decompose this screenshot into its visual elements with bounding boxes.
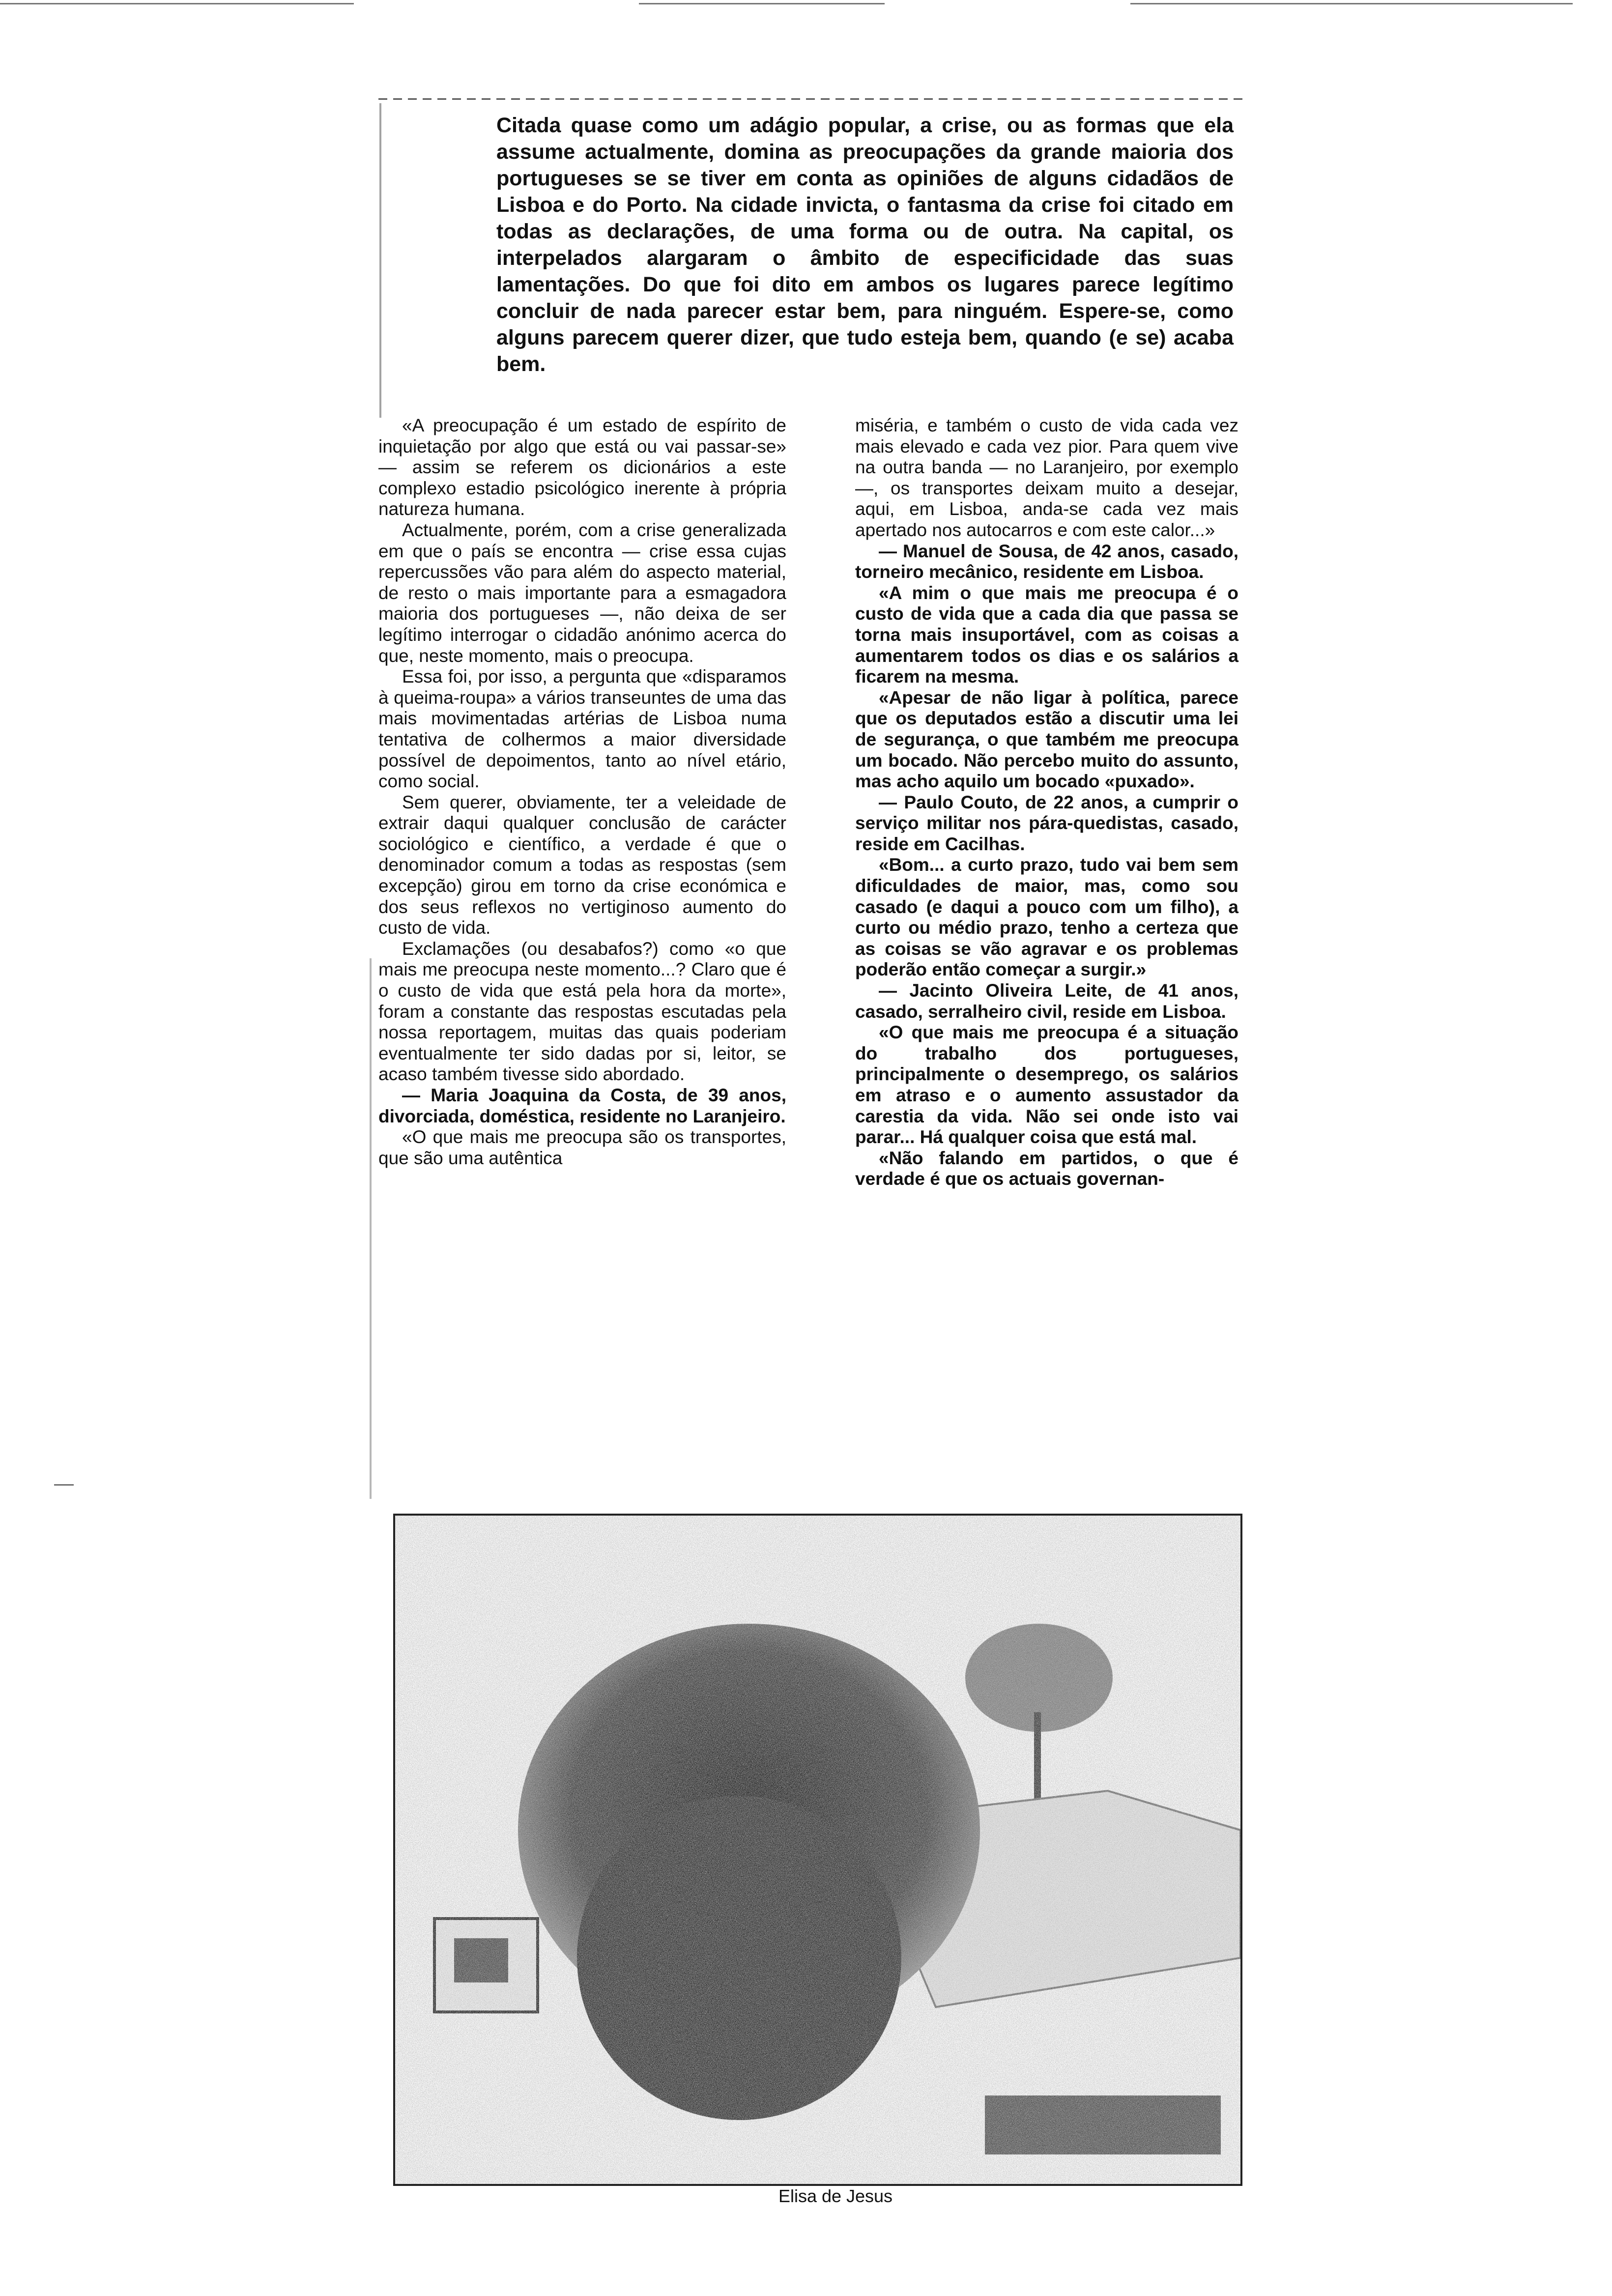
photo-image — [395, 1516, 1240, 2184]
paragraph: Actualmente, porém, com a crise generalizada em que o país se encontra — crise essa cujas repercussões vão para além do aspecto material, de resto o mais importante para a esmagadora maioria dos portugueses —, não deixa de ser legítimo interrogar o cidadão anónimo acerca do que, neste momento, mais o preocupa. — [378, 519, 786, 666]
paragraph: «O que mais me preocupa são os transportes, que são uma autêntica — [378, 1127, 786, 1168]
interviewee-attribution: — Manuel de Sousa, de 42 anos, casado, torneiro mecânico, residente em Lisboa. — [855, 541, 1238, 582]
scan-edge-line — [0, 3, 354, 4]
margin-mark — [379, 103, 381, 418]
paragraph: «A preocupação é um estado de espírito de inquietação por algo que está ou vai passar-se» — assim se referem os dicionários a este complexo estadio psicológico inerente à própria natureza humana. — [378, 415, 786, 519]
paragraph: «Apesar de não ligar à política, parece que os deputados estão a discutir uma lei de segurança, o que também me preocupa um bocado. Não percebo muito do assunto, mas acho aquilo um bocado «puxado». — [855, 687, 1238, 792]
paragraph: «O que mais me preocupa é a situação do trabalho dos portugueses, principalmente o desemprego, os salários em atraso e o aumento assustador da carestia da vida. Não sei onde isto vai parar... Há qualquer coisa que está mal. — [855, 1022, 1238, 1148]
scan-edge-line — [1130, 3, 1573, 4]
paragraph: «Bom... a curto prazo, tudo vai bem sem dificuldades de maior, mas, como sou casado (e daqui a pouco com um filho), a curto ou médio prazo, tenho a certeza que as coisas se vão agravar e os problemas poderão então começar a surgir.» — [855, 855, 1238, 980]
scan-edge-line — [639, 3, 885, 4]
portrait-photo — [393, 1514, 1242, 2186]
paragraph: «Não falando em partidos, o que é verdade é que os actuais governan- — [855, 1148, 1238, 1189]
interviewee-attribution: — Maria Joaquina da Costa, de 39 anos, divorciada, doméstica, residente no Laranjeiro. — [378, 1085, 786, 1126]
margin-mark — [54, 1484, 74, 1486]
interviewee-attribution: — Jacinto Oliveira Leite, de 41 anos, casado, serralheiro civil, reside em Lisboa. — [855, 980, 1238, 1022]
photo-credit: Elisa de Jesus — [778, 2186, 893, 2206]
paragraph: Essa foi, por isso, a pergunta que «disparamos à queima-roupa» a vários transeuntes de uma das mais movimentadas artérias de Lisboa numa tentativa de colhermos a maior diversidade possível de depoimentos, tanto ao nível etário, como social. — [378, 666, 786, 792]
paragraph: Exclamações (ou desabafos?) como «o que mais me preocupa neste momento...? Claro que é o custo de vida que está pela hora da morte», foram a constante das respostas escutadas pela nossa reportagem, muitas das quais poderiam eventualmente ter sido dadas por si, leitor, se acaso também tivesse sido abordado. — [378, 938, 786, 1085]
interviewee-attribution: — Paulo Couto, de 22 anos, a cumprir o serviço militar nos pára-quedistas, casado, reside em Cacilhas. — [855, 792, 1238, 854]
article-lede: Citada quase como um adágio popular, a crise, ou as formas que ela assume actualmente, domina as preocupações da grande maioria dos portugueses se se tiver em conta as opiniões de alguns cidadãos de Lisboa e do Porto. Na cidade invicta, o fantasma da crise foi citado em todas as declarações, de uma forma ou de outra. Na capital, os interpelados alargaram o âmbito de especificidade das suas lamentações. Do que foi dito em ambos os lugares parece legítimo concluir de nada parecer estar bem, para ninguém. Espere-se, como alguns parecem querer dizer, que tudo esteja bem, quando (e se) acaba bem. — [496, 114, 1234, 376]
article-column-left — [378, 415, 786, 1169]
article-column-right — [855, 415, 1238, 1190]
paragraph: «A mim o que mais me preocupa é o custo de vida que a cada dia que passa se torna mais insuportável, com as coisas a aumentarem todos os dias e os salários a ficarem na mesma. — [855, 582, 1238, 687]
margin-mark — [370, 958, 372, 1499]
paragraph: Sem querer, obviamente, ter a veleidade de extrair daqui qualquer conclusão de carácter sociológico e científico, a verdade é que o denominador comum a todas as respostas (sem excepção) girou em torno da crise económica e dos seus reflexos no vertiginoso aumento do custo de vida. — [378, 792, 786, 938]
paragraph: miséria, e também o custo de vida cada vez mais elevado e cada vez pior. Para quem vive na outra banda — no Laranjeiro, por exemplo —, os transportes deixam muito a desejar, aqui, em Lisboa, anda-se cada vez mais apertado nos autocarros e com este calor...» — [855, 415, 1238, 540]
header-rule — [378, 98, 1248, 100]
